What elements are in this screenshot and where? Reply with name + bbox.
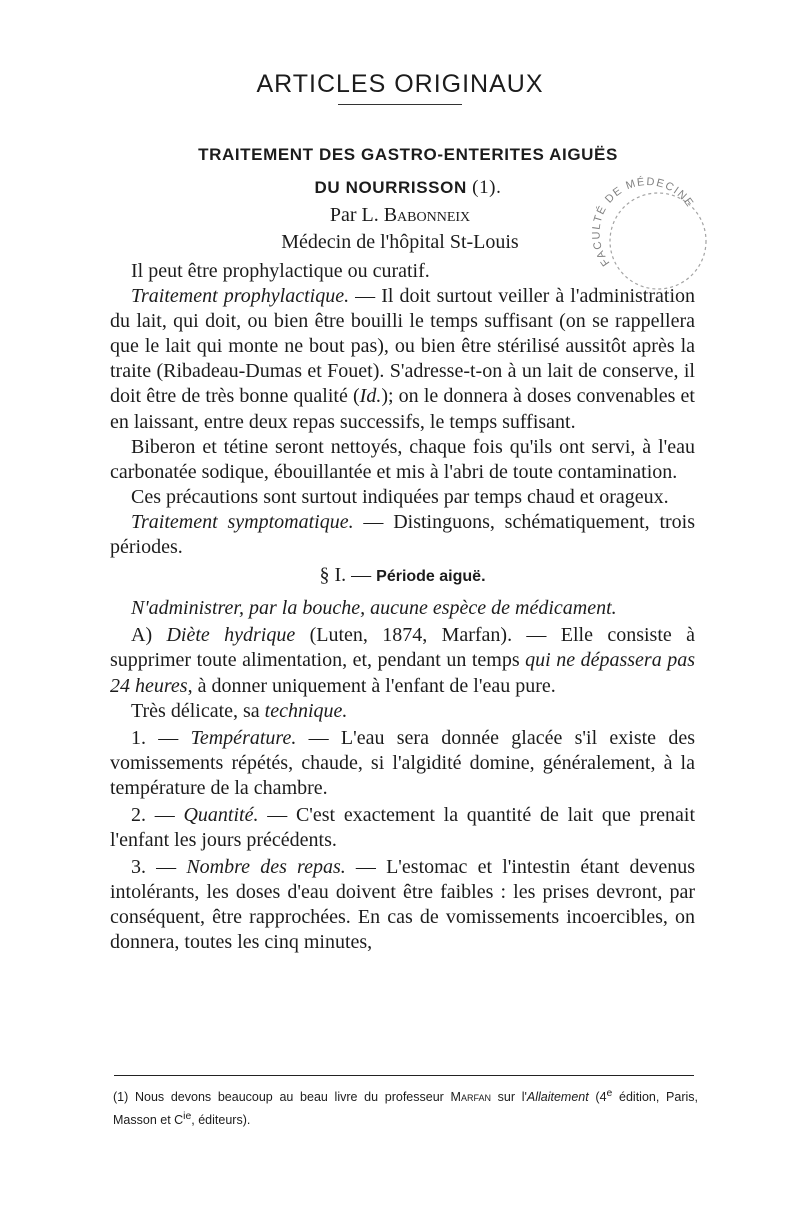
emphasis: qui ne dépassera pas 24 heures xyxy=(110,649,695,697)
subheading: Traitement symptomatique. xyxy=(131,510,354,533)
list-marker: A) xyxy=(131,624,167,647)
list-marker: 1. — xyxy=(131,726,191,749)
section-subheading-title: Période aiguë. xyxy=(376,568,486,586)
paragraph xyxy=(110,623,695,698)
paragraph-text: (Luten, 1874, Marfan). — Elle consiste à supprimer toute alimentation, et, pendant un temps xyxy=(110,624,695,672)
paragraph-text: , à donner uniquement à l'enfant de l'eau pure. xyxy=(187,674,556,697)
list-marker: 3. — xyxy=(131,856,187,879)
subheading: Température. xyxy=(190,726,297,749)
section-subheading xyxy=(110,563,695,589)
footnote-superscript: ie xyxy=(183,1111,192,1123)
footnote-reference: (1). xyxy=(472,177,502,198)
article-title-line-1: TRAITEMENT DES GASTRO-ENTERITES AIGUËS xyxy=(198,145,618,164)
library-stamp-text: FACULTÉ DE MÉDECINE xyxy=(590,175,697,269)
article-body xyxy=(110,259,695,956)
paragraph-text: — L'eau sera donnée glacée s'il existe des vomissements répétés, chaude, si l'algidité domine, généralement, à la température de la chambre. xyxy=(110,726,696,799)
footnote-rule xyxy=(114,1075,694,1076)
footnote-part: édition, Paris, Masson et C xyxy=(113,1090,698,1128)
subheading: Nombre des repas. xyxy=(186,856,346,879)
paragraph xyxy=(110,284,695,435)
footnote-part: (1) Nous devons beaucoup au beau livre du professeur xyxy=(113,1090,451,1105)
author-prefix: Par L. xyxy=(329,204,384,226)
paragraph xyxy=(110,699,695,724)
paragraph-text: N'administrer, par la bouche, aucune espèce de médicament. xyxy=(131,597,617,620)
footnote-part: , éditeurs). xyxy=(191,1113,251,1128)
footnote-part: (4 xyxy=(588,1090,607,1105)
paragraph xyxy=(110,855,695,955)
paragraph-text: — C'est exactement la quantité de lait que prenait l'enfant les jours précédents. xyxy=(110,803,696,852)
section-heading: ARTICLES ORIGINAUX xyxy=(256,70,544,98)
subheading: Traitement prophylactique. xyxy=(131,285,350,308)
citation: Id. xyxy=(359,385,382,408)
paragraph: Biberon et tétine seront nettoyés, chaque fois qu'ils ont servi, à l'eau carbonatée sodique, ébouillantée et mis à l'abri de toute contamination. xyxy=(110,435,695,483)
paragraph-text: — L'estomac et l'intestin étant devenus intolérants, les doses d'eau doivent être faibles : les prises devront, par conséquent, être rapprochées. En cas de vomissements incoercibles, on donnera, toutes les cinq minutes, xyxy=(110,856,696,954)
footnote-book-title: Allaitement xyxy=(526,1090,589,1105)
paragraph-text: — Il doit surtout veiller à l'administration du lait, qui doit, ou bien être bouilli le temps suffisant (on se rappellera que le lait qui monte ne bout pas), ou bien être stérilisé aussitôt après la traite (Ribadeau-Dumas et Fouet). S'adresse-t-on à un lait de conserve, il doit être de très bonne qualité ( xyxy=(110,285,696,408)
paragraph: Ces précautions sont surtout indiquées par temps chaud et orageux. xyxy=(131,485,669,508)
footnote xyxy=(113,1084,698,1130)
paragraph xyxy=(110,803,695,853)
paragraph-text: — Distinguons, schématiquement, trois périodes. xyxy=(110,510,696,559)
paragraph xyxy=(110,596,695,621)
footnote-superscript: e xyxy=(606,1088,613,1099)
paragraph-text: Très délicate, sa xyxy=(131,699,265,722)
paragraph xyxy=(110,726,695,801)
subheading: Quantité. xyxy=(183,803,259,826)
subheading: Diète hydrique xyxy=(166,624,296,647)
list-marker: 2. — xyxy=(131,803,184,826)
footnote-part: sur l' xyxy=(490,1090,527,1105)
footnote-author: Marfan xyxy=(450,1090,491,1105)
paragraph: Il peut être prophylactique ou curatif. xyxy=(131,260,430,282)
footnote-text xyxy=(113,1084,698,1130)
paragraph xyxy=(110,510,695,560)
emphasis: technique. xyxy=(264,699,348,722)
author-role: Médecin de l'hôpital St-Louis xyxy=(281,231,519,253)
section-heading-rule xyxy=(338,104,462,105)
article-title-line-2-text: DU NOURRISSON xyxy=(314,178,467,197)
paragraph-text: ); on le donnera à doses convenables et en laissant, entre deux repas successifs, le temps suffisant. xyxy=(110,385,695,433)
section-number: § I. — xyxy=(319,564,377,587)
author-name: Babonneix xyxy=(383,204,471,226)
